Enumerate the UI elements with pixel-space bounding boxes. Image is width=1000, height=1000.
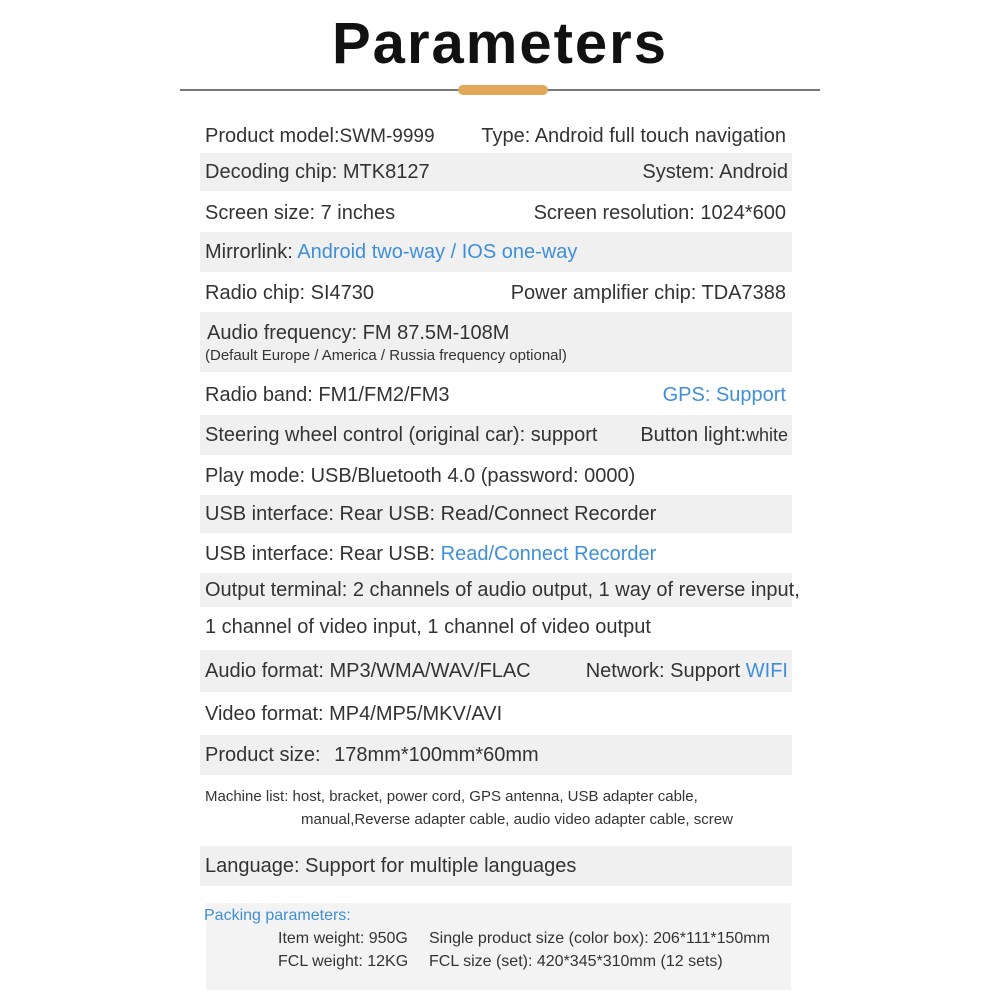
type-text: Type: Android full touch navigation (481, 125, 786, 147)
packing-title: Packing parameters: (204, 907, 351, 924)
row-video-format (205, 699, 790, 729)
row-decoding-system (200, 153, 792, 191)
machine-list-line-2: manual,Reverse adapter cable, audio video adapter cable, screw (301, 811, 733, 828)
model-value: SWM-9999 (339, 126, 435, 147)
fcl-size-text: FCL size (set): 420*345*310mm (12 sets) (429, 953, 723, 970)
decoding-text: Decoding chip: MTK8127 (205, 161, 430, 183)
product-size-label: Product size: (205, 744, 321, 766)
button-light-value: white (745, 425, 788, 445)
row-output-terminal-cont (205, 612, 790, 642)
row-steering (200, 415, 792, 455)
gps-text: GPS: Support (662, 384, 786, 406)
row-product-size (200, 735, 792, 775)
row-mirrorlink (200, 232, 792, 272)
row-model-type (205, 121, 790, 151)
item-weight-text: Item weight: 950G (278, 930, 408, 947)
audio-frequency-text: Audio frequency: FM 87.5M-108M (207, 322, 510, 344)
audio-format-text: Audio format: MP3/WMA/WAV/FLAC (205, 660, 531, 682)
title-accent-bar (458, 85, 548, 95)
radio-chip-text: Radio chip: SI4730 (205, 282, 375, 304)
steering-text: Steering wheel control (original car): support (205, 424, 598, 446)
video-format-text: Video format: MP4/MP5/MKV/AVI (205, 703, 503, 725)
page-title: Parameters (332, 11, 668, 76)
row-language (200, 846, 792, 886)
mirrorlink-value: Android two-way / IOS one-way (297, 241, 578, 263)
output-terminal-line-1: Output terminal: 2 channels of audio output, 1 way of reverse input, (205, 579, 800, 601)
single-size-text: Single product size (color box): 206*111*150mm (429, 930, 770, 947)
play-mode-text: Play mode: USB/Bluetooth 4.0 (password: 0000) (205, 465, 636, 487)
row-radio-band (205, 380, 790, 410)
system-text: System: Android (642, 161, 788, 183)
screen-size-text: Screen size: 7 inches (205, 202, 396, 224)
row-usb-2 (205, 539, 790, 569)
product-size-value: 178mm*100mm*60mm (334, 744, 539, 766)
audio-frequency-note: (Default Europe / America / Russia frequency optional) (205, 347, 567, 364)
network-value: WIFI (745, 660, 788, 682)
mirrorlink-label: Mirrorlink: (205, 241, 298, 263)
row-screen (205, 198, 790, 228)
fcl-weight-text: FCL weight: 12KG (278, 953, 409, 970)
model-label: Product model: (205, 125, 340, 147)
machine-list-line-1: Machine list: host, bracket, power cord, GPS antenna, USB adapter cable, (205, 788, 698, 805)
output-terminal-line-2: 1 channel of video input, 1 channel of video output (205, 616, 651, 638)
amp-chip-text: Power amplifier chip: TDA7388 (510, 282, 786, 304)
button-light (640, 415, 788, 455)
row-audio-frequency (200, 312, 792, 372)
row-usb-1 (200, 495, 792, 533)
button-light-label: Button light: (640, 424, 746, 446)
usb-interface-text-1: USB interface: Rear USB: Read/Connect Recorder (205, 503, 657, 525)
network (586, 650, 788, 692)
row-audio-format (200, 650, 792, 692)
usb-interface-label-2: USB interface: Rear USB: (205, 543, 441, 565)
language-text: Language: Support for multiple languages (205, 855, 577, 877)
usb-interface-value-2: Read/Connect Recorder (440, 543, 657, 565)
row-output-terminal (200, 573, 800, 607)
row-radio-chip (205, 278, 790, 308)
resolution-text: Screen resolution: 1024*600 (533, 202, 786, 224)
row-play-mode (205, 461, 790, 491)
network-label: Network: Support (585, 660, 746, 682)
radio-band-text: Radio band: FM1/FM2/FM3 (205, 384, 450, 406)
row-machine-list (205, 785, 790, 833)
